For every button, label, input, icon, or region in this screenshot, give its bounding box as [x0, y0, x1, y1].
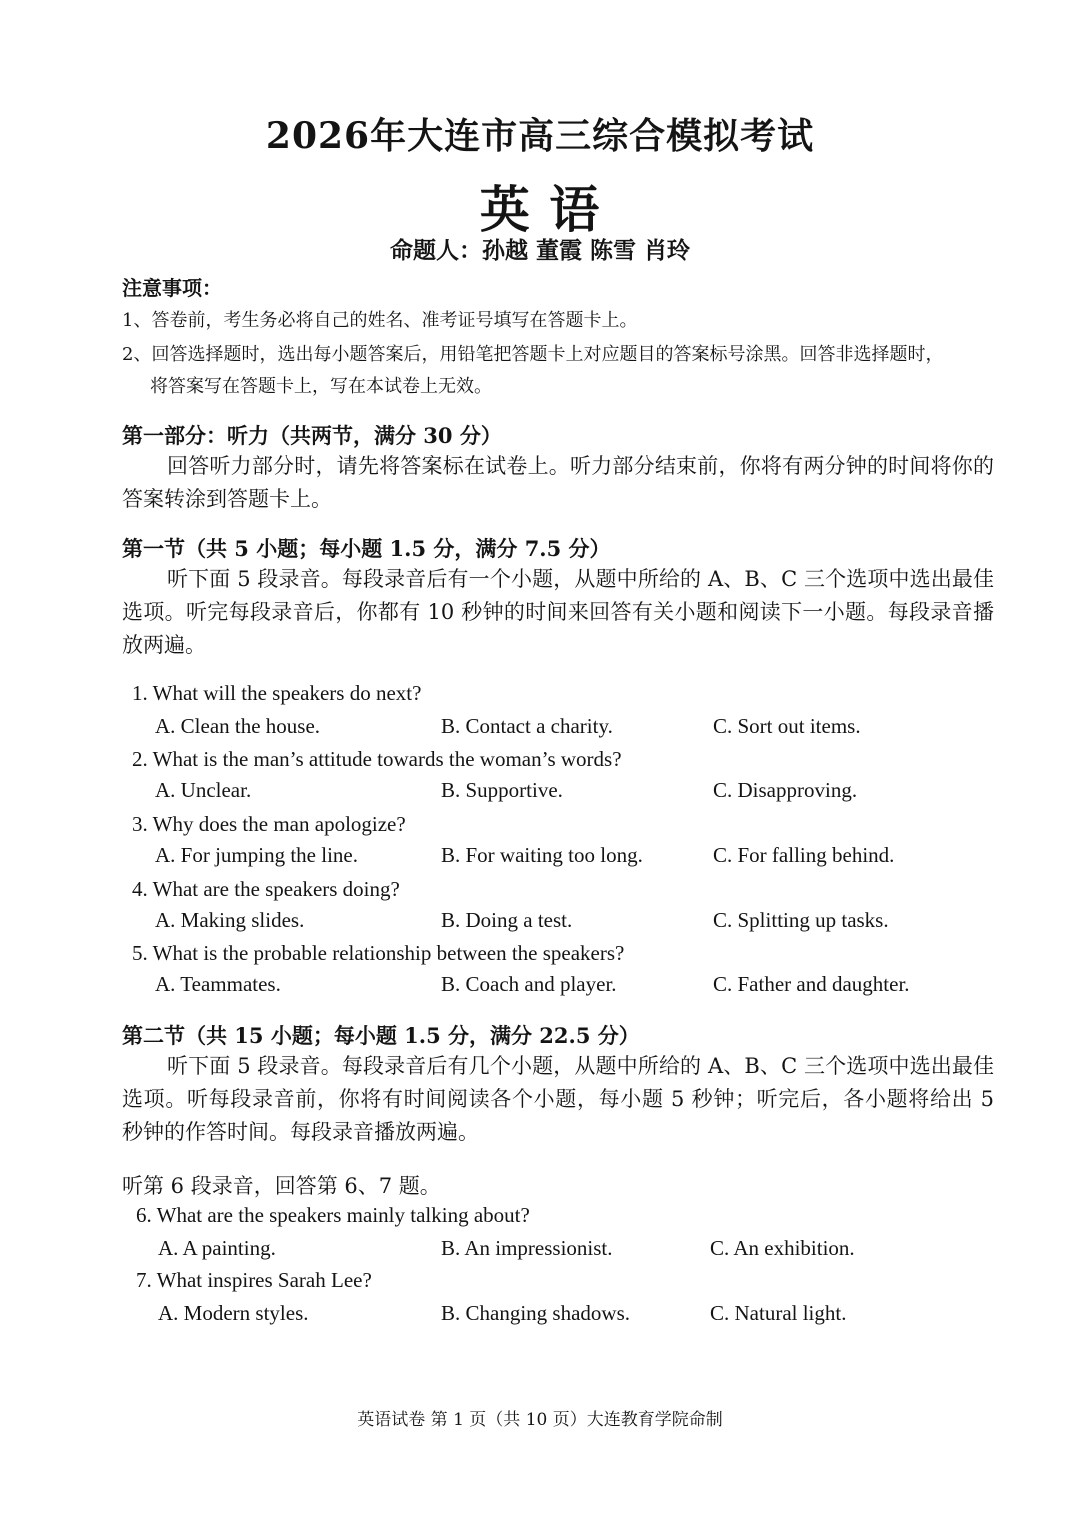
option-b: B. For waiting too long. — [441, 843, 643, 867]
option-c: C. Sort out items. — [713, 714, 861, 738]
section1-instructions: 听下面 5 段录音。每段录音后有一个小题，从题中所给的 A、B、C 三个选项中选出最佳选项。听完每段录音后，你都有 10 秒钟的时间来回答有关小题和阅读下一小题。每段录音播放两遍。 — [122, 567, 994, 657]
option-c: C. Disapproving. — [713, 778, 858, 802]
authors-line: 命题人：孙越 董霞 陈雪 肖玲 — [389, 237, 691, 264]
question-6: 6. What are the speakers mainly talking about? — [136, 1203, 530, 1227]
option-c: C. For falling behind. — [713, 843, 895, 867]
option-a: A. Teammates. — [155, 972, 281, 996]
option-b: B. Supportive. — [441, 778, 563, 802]
exam-title: 2026年大连市高三综合模拟考试 — [265, 115, 815, 157]
notice-heading: 注意事项： — [122, 276, 222, 300]
option-b: B. Coach and player. — [441, 972, 617, 996]
section2-heading: 第二节（共 15 小题；每小题 1.5 分，满分 22.5 分） — [122, 1023, 640, 1048]
option-b: B. Changing shadows. — [441, 1301, 630, 1325]
option-b: B. Contact a charity. — [441, 714, 613, 738]
option-c: C. Natural light. — [710, 1301, 847, 1325]
option-c: C. An exhibition. — [710, 1236, 855, 1260]
option-a: A. Unclear. — [155, 778, 252, 802]
question-3: 3. Why does the man apologize? — [132, 812, 406, 836]
option-c: C. Father and daughter. — [713, 972, 910, 996]
notice-item: 2、回答选择题时，选出每小题答案后，用铅笔把答题卡上对应题目的答案标号涂黑。回答非选择题时， — [122, 344, 944, 365]
option-a: A. Clean the house. — [155, 714, 321, 738]
option-a: A. Modern styles. — [158, 1301, 309, 1325]
part1-instructions: 回答听力部分时，请先将答案标在试卷上。听力部分结束前，你将有两分钟的时间将你的答案转涂到答题卡上。 — [122, 454, 994, 511]
option-b: B. Doing a test. — [441, 908, 573, 932]
question-1: 1. What will the speakers do next? — [132, 681, 422, 705]
notice-item: 将答案写在答题卡上，写在本试卷上无效。 — [150, 376, 492, 397]
option-a: A. Making slides. — [155, 908, 305, 932]
section1-heading: 第一节（共 5 小题；每小题 1.5 分，满分 7.5 分） — [122, 536, 611, 561]
section2-instructions: 听下面 5 段录音。每段录音后有几个小题，从题中所给的 A、B、C 三个选项中选出最佳选项。听每段录音前，你将有时间阅读各个小题，每小题 5 秒钟；听完后，各小题将给出 5 秒钟的作答时间。每段录音播放两遍。 — [122, 1054, 994, 1144]
page-footer: 英语试卷 第 1 页（共 10 页）大连教育学院命制 — [357, 1410, 723, 1430]
question-7: 7. What inspires Sarah Lee? — [136, 1268, 372, 1292]
notice-item: 1、答卷前，考生务必将自己的姓名、准考证号填写在答题卡上。 — [122, 310, 638, 331]
part1-heading: 第一部分：听力（共两节，满分 30 分） — [122, 423, 502, 448]
option-a: A. A painting. — [158, 1236, 276, 1260]
option-b: B. An impressionist. — [441, 1236, 613, 1260]
subject-title: 英 语 — [479, 180, 601, 239]
option-c: C. Splitting up tasks. — [713, 908, 889, 932]
group-label: 听第 6 段录音，回答第 6、7 题。 — [122, 1174, 441, 1198]
question-4: 4. What are the speakers doing? — [132, 877, 400, 901]
question-2: 2. What is the man’s attitude towards the woman’s words? — [132, 747, 622, 771]
question-5: 5. What is the probable relationship between the speakers? — [132, 941, 625, 965]
option-a: A. For jumping the line. — [155, 843, 358, 867]
